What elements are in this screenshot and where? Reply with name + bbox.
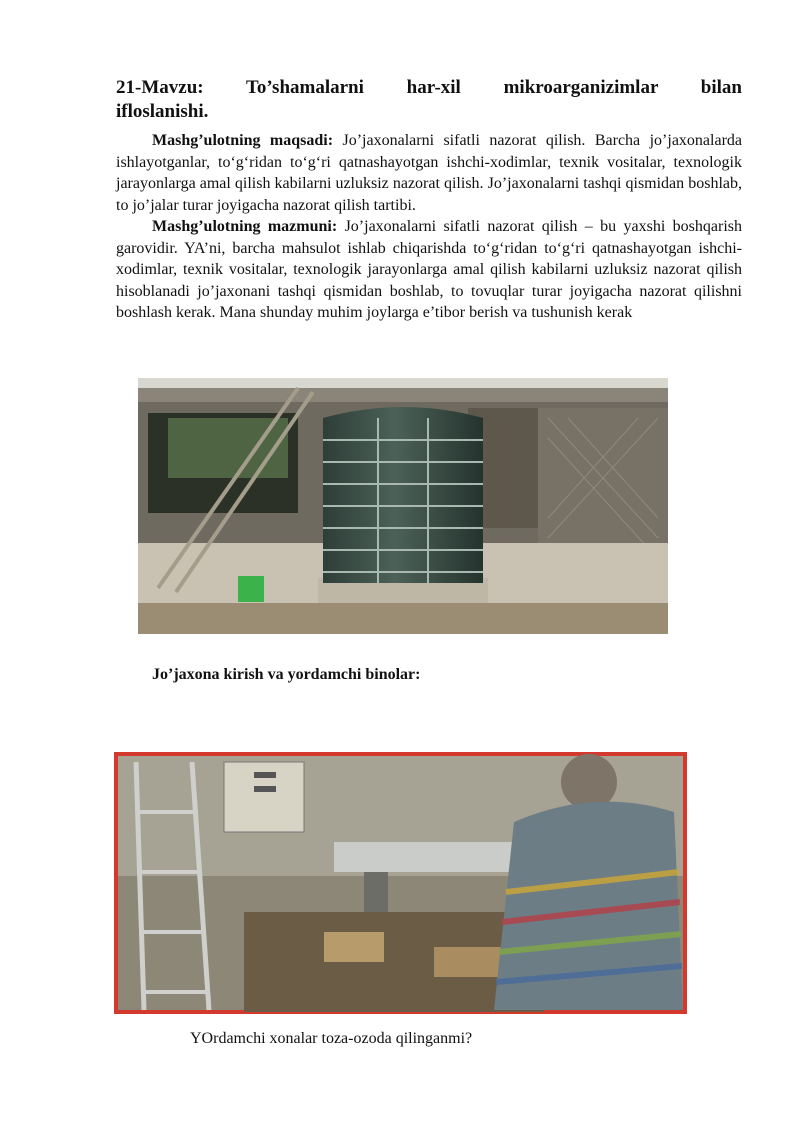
goal-label: Mashg’ulotning maqsadi: bbox=[152, 132, 334, 149]
auxiliary-room-photo bbox=[114, 752, 687, 1014]
lesson-title-line-1: 21-Mavzu: To’shamalarni har-xil mikroarganizimlar bilan bbox=[116, 77, 742, 98]
content-paragraph bbox=[116, 216, 742, 324]
caption-entrance: Jo’jaxona kirish va yordamchi binolar: bbox=[152, 666, 421, 683]
lesson-body bbox=[116, 130, 742, 324]
caption-auxiliary-rooms: YOrdamchi xonalar toza-ozoda qilinganmi? bbox=[190, 1030, 473, 1047]
water-tank-photo bbox=[138, 378, 668, 634]
content-label: Mashg’ulotning mazmuni: bbox=[152, 218, 338, 235]
goal-text: Jo’jaxonalarni sifatli nazorat qilish. Barcha jo’jaxonalarda ishlayotganlar, to‘g‘ridan to‘g‘ri qatnashayotgan ishchi-xodimlar, texnik vositalar, texnologik jarayonlarga amal qilish kabilarni uzluksiz nazorat qilish. Jo’jaxonalarni tashqi qismidan boshlab, to jo’jalar turar joyigacha nazorat qilish tartibi. bbox=[116, 132, 743, 214]
lesson-title-line-2: ifloslanishi. bbox=[116, 101, 209, 122]
content-text: Jo’jaxonalarni sifatli nazorat qilish – bu yaxshi boshqarish garovidir. YA’ni, barcha mahsulot ishlab chiqarishda to‘g‘ridan to‘g‘ri qatnashayotgan ishchi-xodimlar, texnik vositalar, texnologik jarayonlarga amal qilish kabilarni uzluksiz nazorat qilish hisoblanadi jo’jaxonani tashqi qismidan boshlab, to tovuqlar turar joyigacha nazorat qilishni boshlash kerak. Mana shunday muhim joylarga e’tibor berish va tushunish kerak bbox=[116, 218, 743, 321]
goal-paragraph bbox=[116, 130, 742, 216]
lesson-title bbox=[116, 76, 742, 124]
